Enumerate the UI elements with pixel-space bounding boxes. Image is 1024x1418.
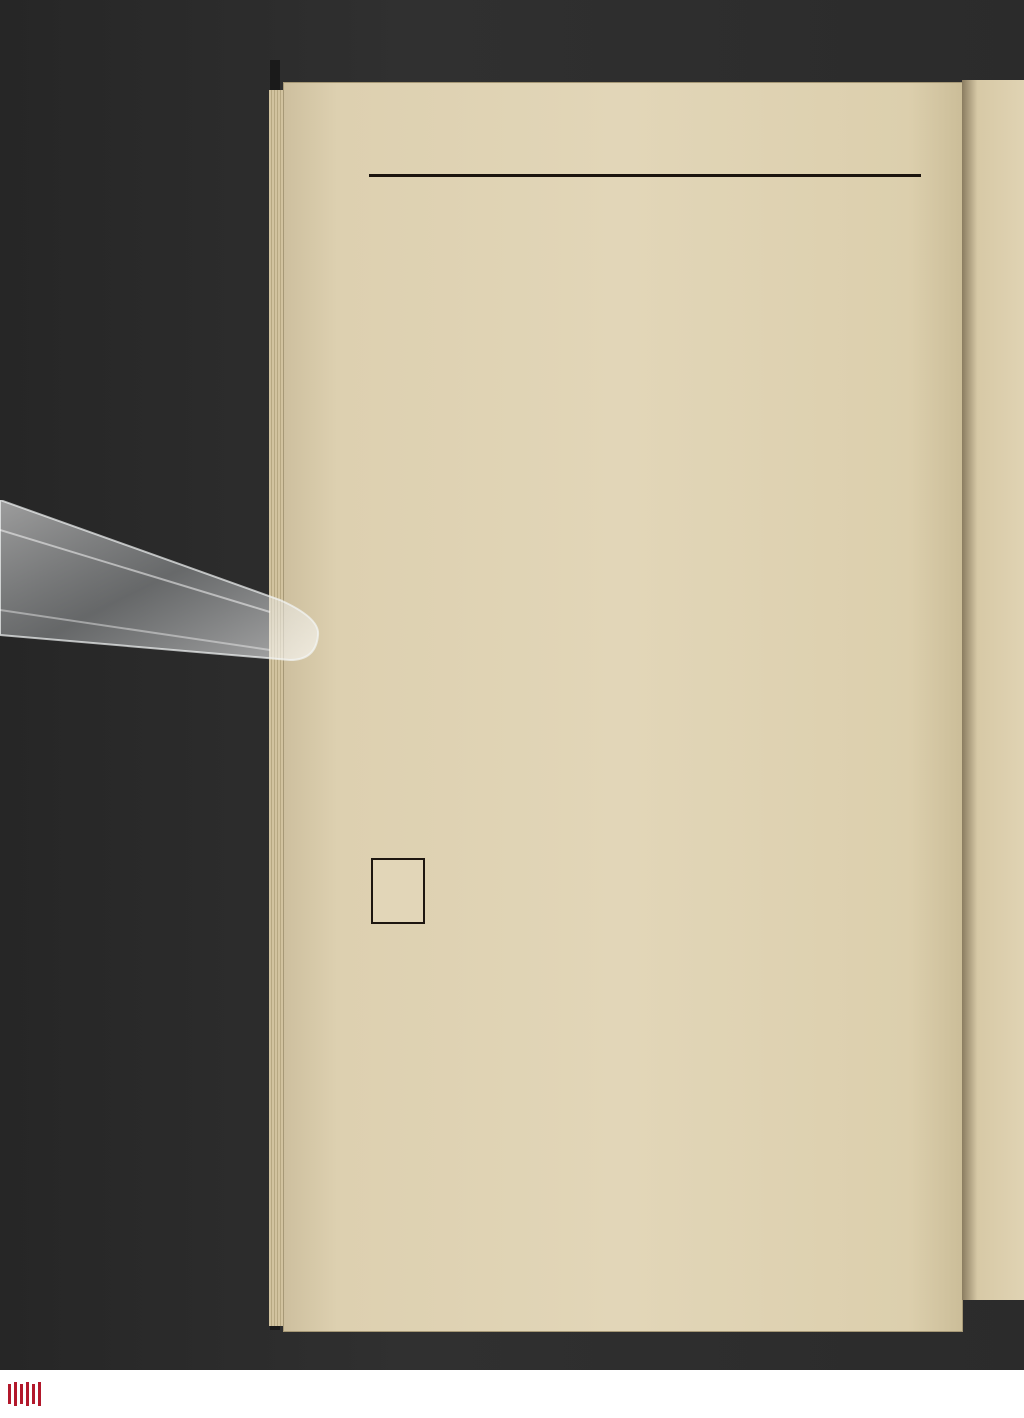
drop-cap — [371, 858, 425, 924]
part-heading — [371, 750, 919, 790]
footer-bar — [0, 1370, 1024, 1418]
hab-logo-icon — [6, 1380, 46, 1408]
page-header — [371, 126, 919, 170]
facing-page-edge — [962, 80, 1024, 1300]
header-rule — [369, 174, 921, 177]
page-edge-stack — [269, 90, 283, 1326]
book-page — [283, 82, 963, 1332]
